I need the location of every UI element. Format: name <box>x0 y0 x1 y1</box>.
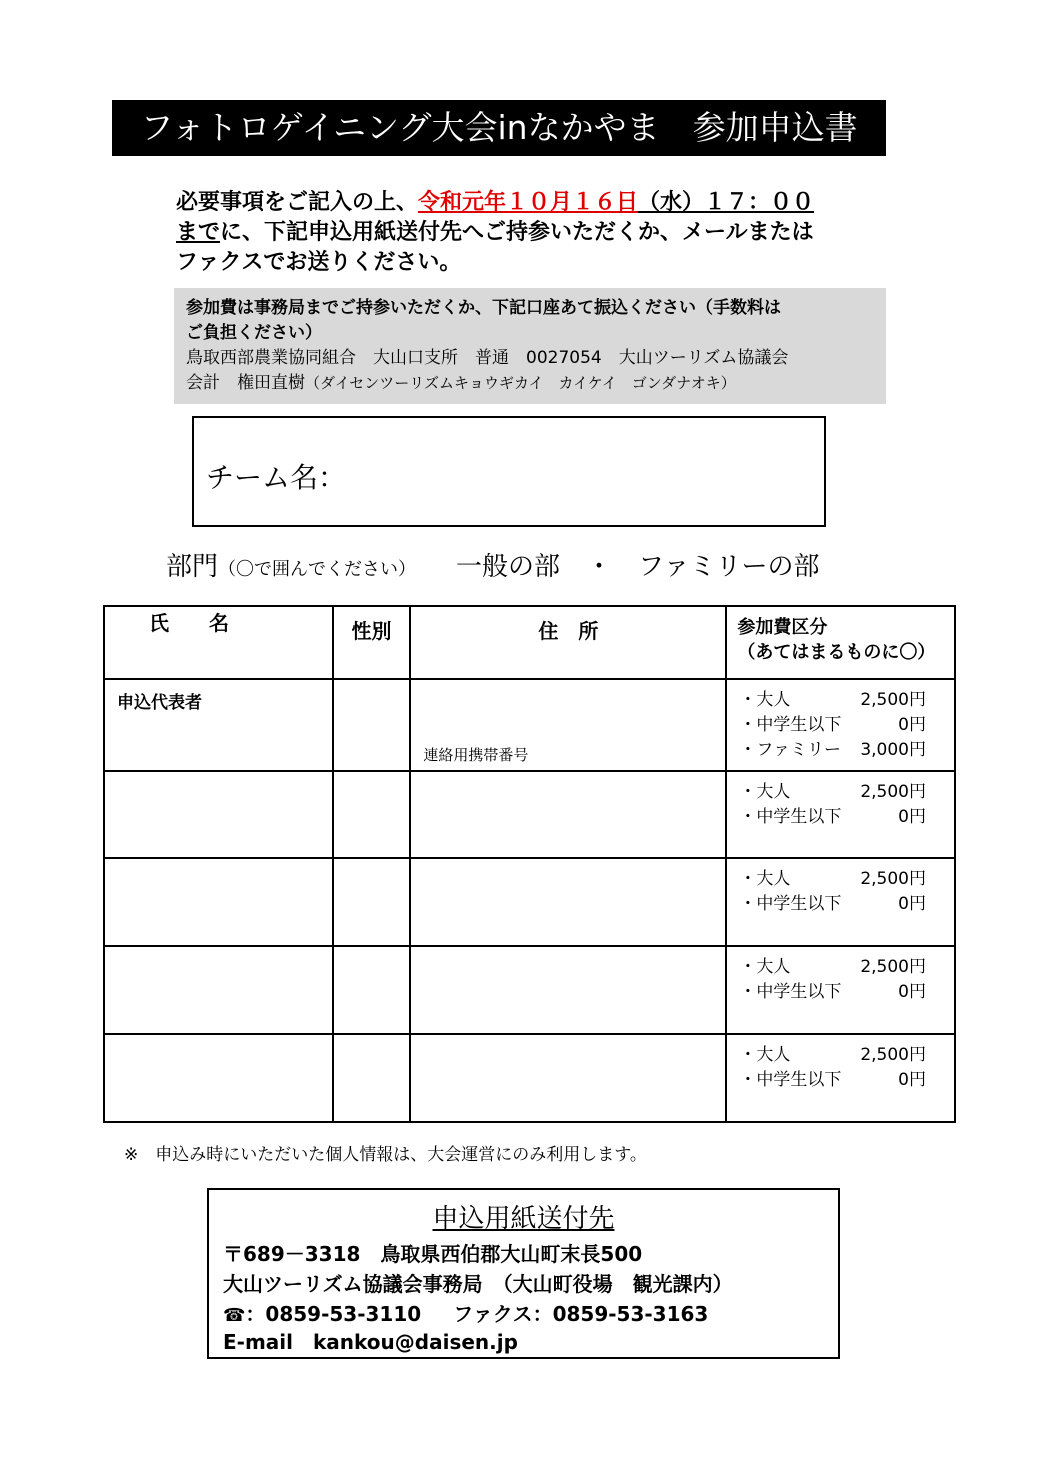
sex-cell[interactable] <box>333 1034 411 1122</box>
name-cell[interactable] <box>104 946 333 1034</box>
fee-cell[interactable]: ・大人 2,500円 ・中学生以下 0円 <box>726 1034 955 1122</box>
header-sex: 性別 <box>333 606 411 679</box>
deadline-date: 令和元年１０月１６日 <box>418 190 639 215</box>
sex-cell[interactable] <box>333 771 411 858</box>
address-cell[interactable] <box>410 946 726 1034</box>
table-row <box>104 1034 955 1122</box>
fee-cell[interactable]: ・大人 2,500円 ・中学生以下 0円 <box>726 946 955 1034</box>
fee-cell[interactable]: ・大人 2,500円 ・中学生以下 0円 ・ファミリー 3,000円 <box>726 679 955 771</box>
send-contact <box>223 1298 708 1327</box>
division-select: 部門（〇で囲んでください） 一般の部 ・ ファミリーの部 <box>166 552 820 582</box>
division-options[interactable]: 一般の部 ・ ファミリーの部 <box>456 552 820 582</box>
send-tel: ：0859-53-3110 <box>245 1302 422 1326</box>
entry-table <box>103 605 956 1123</box>
header-address: 住 所 <box>410 606 726 679</box>
name-cell[interactable] <box>104 1034 333 1122</box>
table-row <box>104 679 955 771</box>
address-cell[interactable] <box>410 1034 726 1122</box>
sex-cell[interactable] <box>333 858 411 946</box>
address-cell[interactable] <box>410 679 726 771</box>
deadline-time: （水）１７：００ <box>638 190 815 215</box>
send-fax: ファクス：0859-53-3163 <box>453 1302 709 1326</box>
table-row <box>104 771 955 858</box>
send-office: 大山ツーリズム協議会事務局 （大山町役場 観光課内） <box>223 1272 733 1296</box>
sex-cell[interactable] <box>333 679 411 771</box>
send-to-title: 申込用紙送付先 <box>432 1204 615 1234</box>
table-row <box>104 946 955 1034</box>
rep-name-cell[interactable]: 申込代表者 <box>104 679 333 771</box>
sex-cell[interactable] <box>333 946 411 1034</box>
team-name-label: チーム名： <box>206 461 347 494</box>
header-fee: 参加費区分 （あてはまるものに〇） <box>726 606 955 679</box>
name-cell[interactable] <box>104 771 333 858</box>
address-cell[interactable] <box>410 771 726 858</box>
deadline-instructions: 必要事項をご記入の上、令和元年１０月１６日（水）１７：００ までに、下記申込用紙送付先へご持参いただくか、メールまたは ファクスでお送りください。 <box>176 190 815 275</box>
phone-label: 連絡用携帯番号 <box>423 746 529 764</box>
fee-cell[interactable]: ・大人 2,500円 ・中学生以下 0円 <box>726 858 955 946</box>
send-email[interactable]: E-mail kankou@daisen.jp <box>223 1330 518 1354</box>
header-name: 氏 名 <box>104 606 333 679</box>
telephone-icon: ☎ <box>223 1305 246 1326</box>
fee-payment-info: 参加費は事務局までご持参いただくか、下記口座あて振込ください（手数料は ご負担ください） 鳥取西部農業協同組合 大山口支所 普通 0027054 大山ツーリズム協議会 会計 権田直樹（ダイセンツーリズムキョウギカイ カイケイ ゴンダナオキ） <box>174 288 886 404</box>
team-name-field[interactable] <box>192 416 826 527</box>
table-header-row <box>104 606 955 679</box>
send-address: 〒689－3318 鳥取県西伯郡大山町末長500 <box>223 1242 643 1266</box>
privacy-note: ※ 申込み時にいただいた個人情報は、大会運営にのみ利用します。 <box>124 1145 647 1165</box>
table-row <box>104 858 955 946</box>
fee-cell[interactable]: ・大人 2,500円 ・中学生以下 0円 <box>726 771 955 858</box>
send-to-box <box>207 1188 840 1359</box>
address-cell[interactable] <box>410 858 726 946</box>
name-cell[interactable] <box>104 858 333 946</box>
page-title: フォトロゲイニング大会inなかやま 参加申込書 <box>112 100 886 156</box>
